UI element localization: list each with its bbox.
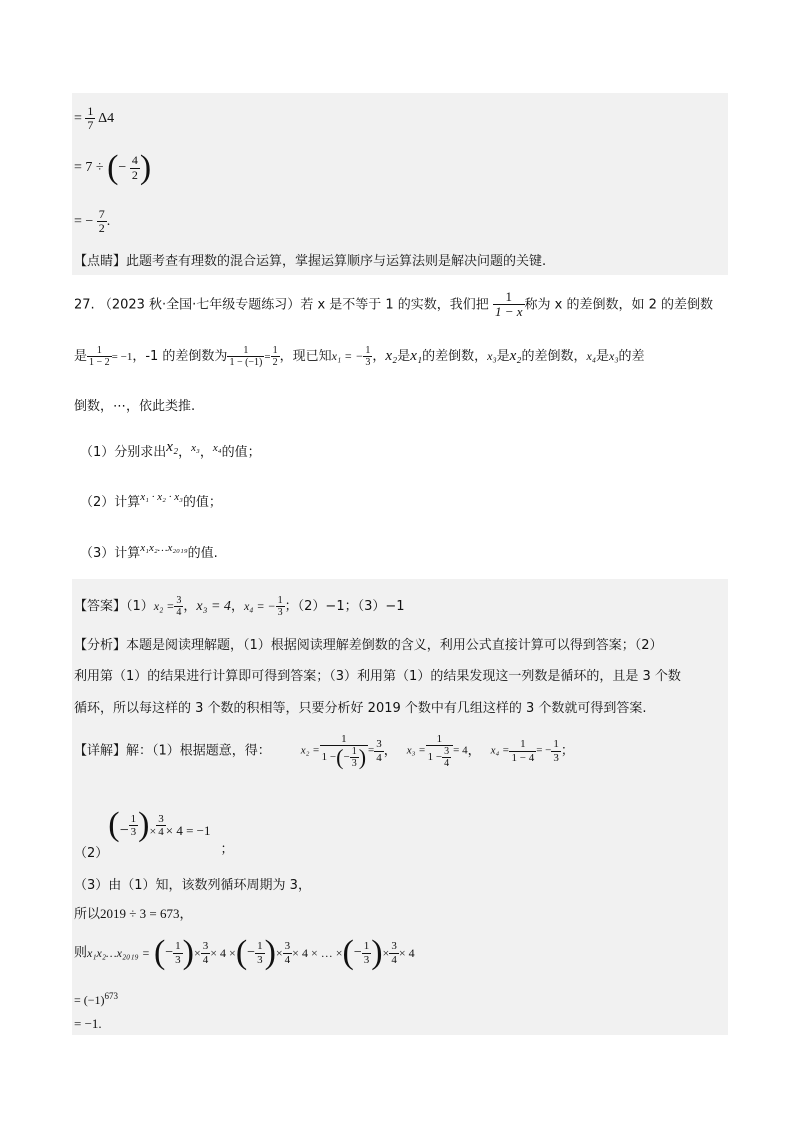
answer-tail: ；（2）−1；（3）−1 xyxy=(284,599,405,614)
frac-num: 3 xyxy=(158,812,164,825)
frac-den: 3 xyxy=(553,751,559,764)
stem-text: 称为 x 的差倒数，如 2 的差倒数 xyxy=(524,297,713,313)
left-paren: ( xyxy=(342,934,354,971)
fraction-x3-computation xyxy=(426,733,453,769)
frac-den: 2 xyxy=(98,221,105,236)
var-x4: x₄ xyxy=(586,349,597,363)
fraction-1-7 xyxy=(85,105,95,132)
stem-text: 的差 xyxy=(618,349,645,364)
eq-sign: = xyxy=(74,110,82,126)
fraction-three-quarters xyxy=(201,940,211,965)
frac-num: 3 xyxy=(202,940,209,953)
frac-num: 4 xyxy=(131,153,138,168)
detail-line-3: （3）由（1）知，该数列循环周期为 3， xyxy=(74,878,311,893)
frac-num: 3 xyxy=(444,746,450,758)
calc-line-1 xyxy=(74,105,114,132)
fraction-1-over-1-minus-x xyxy=(493,290,525,320)
then-label: 则 xyxy=(74,945,88,961)
question-line-1 xyxy=(74,290,713,320)
minus-sign: − xyxy=(343,751,350,764)
times-four-ellipsis: × 4 × … × xyxy=(292,946,343,960)
stem-text: 的值； xyxy=(182,495,222,510)
stem-text: ， xyxy=(372,349,386,364)
question-line-3: 倒数，⋯，依此类推. xyxy=(74,399,196,414)
frac-num: 1 xyxy=(553,738,559,751)
fraction-7-2 xyxy=(97,208,107,235)
right-paren: ) xyxy=(138,806,150,843)
key-point-note: 【点睛】此题考查有理数的混合运算，掌握运算顺序与运算法则是解决问题的关键. xyxy=(74,254,547,269)
times-four: × 4 × xyxy=(210,946,236,960)
final-result: = −1 xyxy=(74,1016,99,1031)
sub-question-2 xyxy=(80,492,222,509)
top-solution-block xyxy=(72,93,728,275)
frac-den: 7 xyxy=(87,118,94,133)
comma: ， xyxy=(183,599,197,614)
analysis-line-2: 利用第（1）的结果进行计算即可得到答案；（3）利用第（1）的结果发现这一列数是循环的，且是 3 个数 xyxy=(74,669,681,684)
frac-num: 7 xyxy=(98,207,105,221)
frac-num: 1 xyxy=(130,812,137,825)
fraction-one-third xyxy=(362,940,372,965)
detail-line-2 xyxy=(74,808,234,860)
fraction-one-third xyxy=(551,738,561,763)
frac-num: 1 xyxy=(365,345,371,356)
product-lhs: x₁x₂…x₂₀₁₉ = xyxy=(87,946,150,960)
frac-den: 4 xyxy=(176,607,182,618)
frac-den: 3 xyxy=(130,826,137,838)
detail-x2-lhs: x₂ = xyxy=(300,744,320,757)
comma: ， xyxy=(230,599,244,614)
fraction-example-1 xyxy=(87,345,112,368)
comma: ， xyxy=(467,743,481,759)
var-x3: x₃ xyxy=(609,349,619,363)
var-x2: x₂ xyxy=(509,348,522,364)
answer-x3: x₃ = 4 xyxy=(196,599,231,614)
fraction-half xyxy=(271,345,280,368)
minus-sign: − xyxy=(165,945,174,960)
period: . xyxy=(106,213,111,229)
stem-text: 是 xyxy=(74,349,88,364)
fraction-one-third xyxy=(129,813,139,838)
frac-den: 3 xyxy=(277,607,283,618)
detail-line-4 xyxy=(74,907,193,921)
frac-den: 3 xyxy=(363,953,370,966)
question-source: （2023 秋·全国·七年级专题练习） xyxy=(98,297,301,313)
var-x3: x₃ xyxy=(487,349,497,363)
stem-text: 的差倒数， xyxy=(521,349,587,364)
frac-num: 1 xyxy=(363,940,370,953)
nested-fraction-three-quarters xyxy=(442,746,451,769)
comma: ， xyxy=(179,907,193,922)
left-paren: ( xyxy=(336,744,344,770)
fraction-three-quarters xyxy=(156,813,166,838)
left-paren: ( xyxy=(153,934,166,971)
fraction-one-third xyxy=(255,940,265,965)
var-x2: x₂ xyxy=(385,348,398,364)
stem-text: 若 x 是不等于 1 的实数，我们把 xyxy=(300,297,489,313)
frac-num: 1 xyxy=(351,746,357,758)
stem-text: ，现已知 xyxy=(279,349,332,364)
seven-div: = 7 ÷ xyxy=(74,160,104,176)
frac-den xyxy=(320,746,368,769)
sub-question-1 xyxy=(80,440,261,459)
right-paren: ) xyxy=(139,149,152,186)
minus-sign: − xyxy=(353,945,362,960)
times-four-end: × 4 xyxy=(398,946,415,960)
frac-den: 4 xyxy=(444,758,450,770)
minus-sign: − xyxy=(247,945,256,960)
power-exponent: 673 xyxy=(104,991,119,1001)
frac-den: 3 xyxy=(257,953,263,966)
fraction-x2-computation xyxy=(320,733,368,769)
times-sign: × xyxy=(275,946,283,960)
sub-label: （2） xyxy=(74,846,109,861)
answer-label: 【答案】（1） xyxy=(74,599,154,614)
one-minus: 1 − xyxy=(321,751,337,764)
eq-minus: = − xyxy=(536,744,552,757)
comma: ， xyxy=(383,743,397,759)
fraction-4-2 xyxy=(130,154,140,181)
frac-den: 3 xyxy=(351,758,357,770)
left-paren: ( xyxy=(235,934,248,971)
var-x4: x₄ xyxy=(212,442,222,454)
frac-den xyxy=(426,746,453,769)
frac-num: 3 xyxy=(176,595,182,606)
comma: ， xyxy=(178,445,192,460)
frac-den: 2 xyxy=(272,357,278,368)
frac-den: 4 xyxy=(284,953,291,966)
right-paren: ) xyxy=(182,934,194,971)
times-sign: × xyxy=(382,946,390,960)
stem-text: 的差倒数， xyxy=(422,349,488,364)
minus-sign: − xyxy=(119,822,129,839)
var-x2: x₂ xyxy=(166,439,179,455)
detail-x4-lhs: x₄ = xyxy=(490,744,510,757)
detail-label: 【详解】解：（1）根据题意，得： xyxy=(74,743,271,759)
frac-num: 1 xyxy=(87,104,94,118)
left-paren: ( xyxy=(107,149,119,186)
frac-den: 4 xyxy=(376,751,382,764)
calc-line-2 xyxy=(74,151,151,185)
answer-x2: x₂ = xyxy=(153,599,175,613)
so-label: 所以 xyxy=(74,907,101,922)
example-result: = −1 xyxy=(111,351,133,363)
question-line-2 xyxy=(74,345,645,368)
right-paren: ) xyxy=(371,934,383,971)
nested-fraction-one-third xyxy=(350,746,359,769)
frac-num: 1 xyxy=(175,940,181,953)
frac-den: 3 xyxy=(365,357,371,368)
fraction-example-2 xyxy=(227,345,264,368)
minus-sign: − xyxy=(118,160,127,176)
frac-num: 1 xyxy=(257,940,263,953)
detail-line-1 xyxy=(74,733,574,769)
stem-text: 是 xyxy=(397,349,411,364)
fraction-one-third xyxy=(173,940,183,965)
sub-question-label: （2）计算 xyxy=(80,495,141,510)
semicolon: ； xyxy=(560,743,574,759)
frac-den: 1 − 4 xyxy=(511,751,535,764)
var-x3: x₃ xyxy=(191,442,200,454)
fraction-three-quarters xyxy=(374,738,384,763)
product-result: × 4 = −1 xyxy=(165,823,211,838)
one-minus: 1 − xyxy=(427,751,443,764)
times-sign: × xyxy=(194,946,201,960)
times-sign: × xyxy=(149,824,157,838)
detail-x3-lhs: x₃ = xyxy=(406,744,426,757)
frac-den: 4 xyxy=(391,953,397,966)
eq-sign: = xyxy=(368,744,375,757)
right-paren: ) xyxy=(358,744,367,770)
stem-text: 的值； xyxy=(221,445,261,460)
frac-den: 1 − 2 xyxy=(89,357,110,368)
fraction-three-quarters xyxy=(283,940,293,965)
frac-num: 1 xyxy=(493,290,525,305)
frac-num: 3 xyxy=(376,738,382,751)
x3-result: = 4 xyxy=(453,744,468,757)
product-x1-to-x2019: x₁x₂…x₂₀₁₉ xyxy=(140,542,188,554)
detail-line-5 xyxy=(74,936,415,970)
frac-den: 4 xyxy=(158,826,164,838)
calc-line-3 xyxy=(74,208,110,235)
period: . xyxy=(98,1016,102,1031)
question-number: 27. xyxy=(74,297,95,313)
frac-den: 1 − x xyxy=(494,304,523,320)
analysis-line-3: 循环，所以每这样的 3 个数的积相等，只要分析好 2019 个数中有几组这样的 3 个数就可得到答案. xyxy=(74,701,647,716)
stem-text: 是 xyxy=(596,349,610,364)
frac-num: 1 xyxy=(87,345,112,357)
sub-question-label: （3）计算 xyxy=(80,546,141,561)
frac-den: 1 − (−1) xyxy=(229,357,263,368)
eq-sign: = xyxy=(264,351,271,363)
fraction-three-quarters xyxy=(389,940,399,965)
x1-definition: x₁ = − xyxy=(331,349,364,363)
frac-num: 1 xyxy=(227,345,264,357)
sub-question-3 xyxy=(80,543,218,560)
power-base: = (−1) xyxy=(74,993,105,1007)
frac-den: 2 xyxy=(131,167,138,182)
answer-line xyxy=(74,595,405,618)
frac-num: 1 xyxy=(272,345,278,356)
sub-question-label: （1）分别求出 xyxy=(80,445,167,460)
stem-text: 是 xyxy=(496,349,510,364)
semicolon: ； xyxy=(220,842,234,857)
fraction-one-third xyxy=(363,345,372,368)
comma: ， xyxy=(199,445,213,460)
right-paren: ) xyxy=(264,934,276,971)
left-paren: ( xyxy=(108,806,120,843)
frac-den: 3 xyxy=(175,953,181,966)
division-expr: 2019 ÷ 3 = 673 xyxy=(100,906,180,921)
fraction-x4-computation xyxy=(509,738,536,763)
frac-num: 1 xyxy=(320,733,368,746)
fraction-one-third xyxy=(276,595,285,618)
var-x1: x₁ xyxy=(410,348,423,364)
frac-den: 4 xyxy=(202,953,209,966)
delta-4: Δ4 xyxy=(98,110,115,126)
frac-num: 1 xyxy=(509,738,536,751)
answer-x4: x₄ = − xyxy=(243,599,276,613)
eq-minus: = − xyxy=(74,213,94,229)
stem-text: ，-1 的差倒数为 xyxy=(132,349,228,364)
frac-num: 1 xyxy=(426,733,453,746)
frac-num: 3 xyxy=(284,940,291,953)
detail-line-7 xyxy=(74,1017,102,1030)
product-x1-x2-x3: x₁ · x₂ · x₃ xyxy=(140,491,183,503)
frac-num: 3 xyxy=(391,940,397,953)
analysis-line-1: 【分析】本题是阅读理解题，（1）根据阅读理解差倒数的含义，利用公式直接计算可以得到答案；（2） xyxy=(74,638,663,653)
frac-num: 1 xyxy=(277,595,283,606)
detail-line-6 xyxy=(74,992,118,1006)
stem-text: 的值. xyxy=(187,546,218,561)
